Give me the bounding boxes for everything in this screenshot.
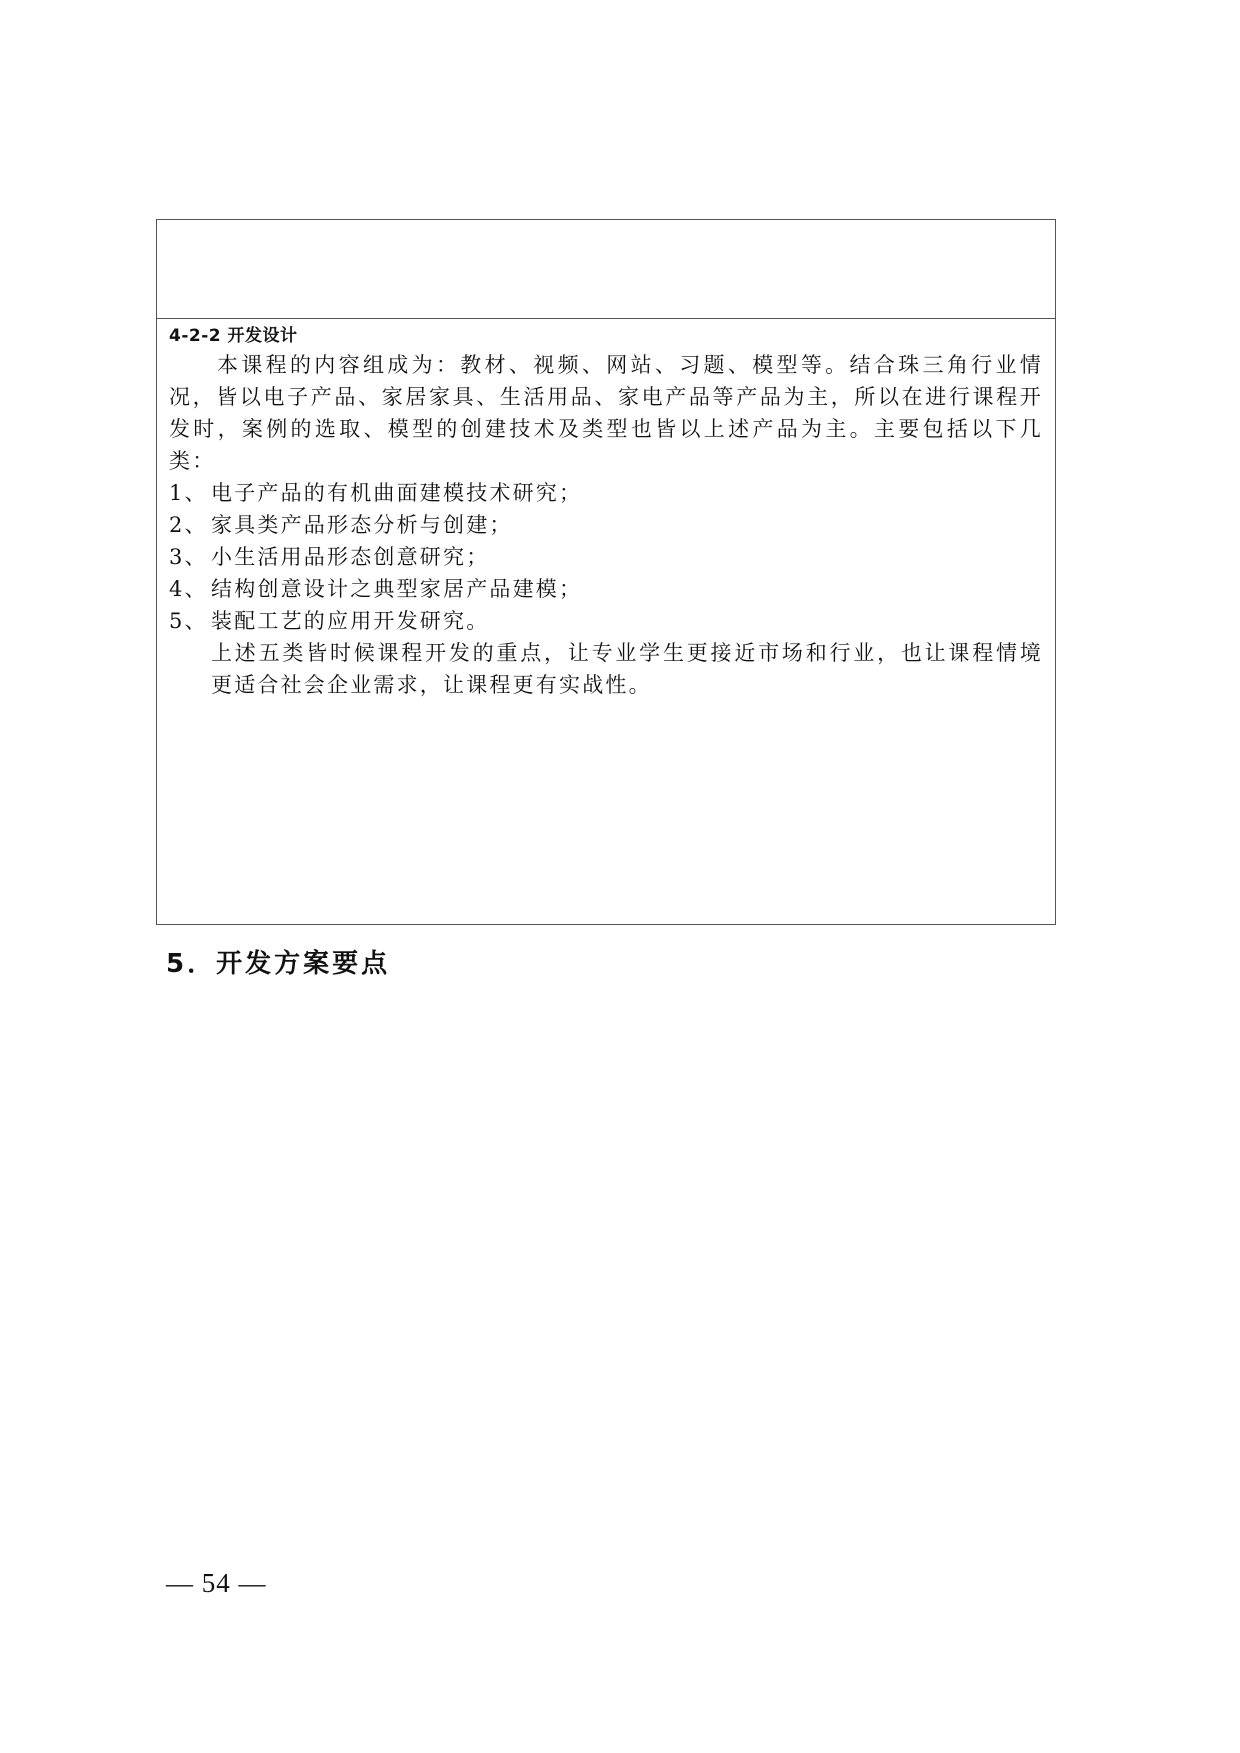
list-item-text: 结构创意设计之典型家居产品建模； [211, 577, 583, 601]
section-heading: 4-2-2 开发设计 [169, 326, 298, 346]
list-item [169, 509, 1043, 541]
list-item-number: 4、 [169, 577, 208, 601]
list-item [169, 477, 1043, 509]
list-item-number: 3、 [169, 545, 208, 569]
list-item [169, 573, 1043, 605]
list-item-number: 2、 [169, 513, 208, 537]
table-cell-body [157, 319, 1055, 701]
list-item [169, 541, 1043, 573]
list-item-text: 装配工艺的应用开发研究。 [211, 609, 490, 633]
list-item-number: 5、 [169, 609, 208, 633]
empty-table-cell [157, 220, 1055, 319]
list-item-text: 小生活用品形态创意研究； [211, 545, 490, 569]
summary-paragraph: 上述五类皆时候课程开发的重点，让专业学生更接近市场和行业，也让课程情境更适合社会企业需求，让课程更有实战性。 [211, 641, 1043, 697]
list-item-text: 家具类产品形态分析与创建； [211, 513, 513, 537]
list-item-text: 电子产品的有机曲面建模技术研究； [211, 481, 583, 505]
page-number: — 54 — [166, 1568, 267, 1598]
intro-paragraph: 本课程的内容组成为：教材、视频、网站、习题、模型等。结合珠三角行业情况，皆以电子产品、家居家具、生活用品、家电产品等产品为主，所以在进行课程开发时，案例的选取、模型的创建技术及类型也皆以上述产品为主。主要包括以下几类： [169, 353, 1043, 473]
content-table [156, 219, 1056, 925]
list-item-number: 1、 [169, 481, 208, 505]
topic-list [169, 477, 1043, 637]
chapter-heading: 5．开发方案要点 [166, 949, 391, 979]
list-item [169, 605, 1043, 637]
